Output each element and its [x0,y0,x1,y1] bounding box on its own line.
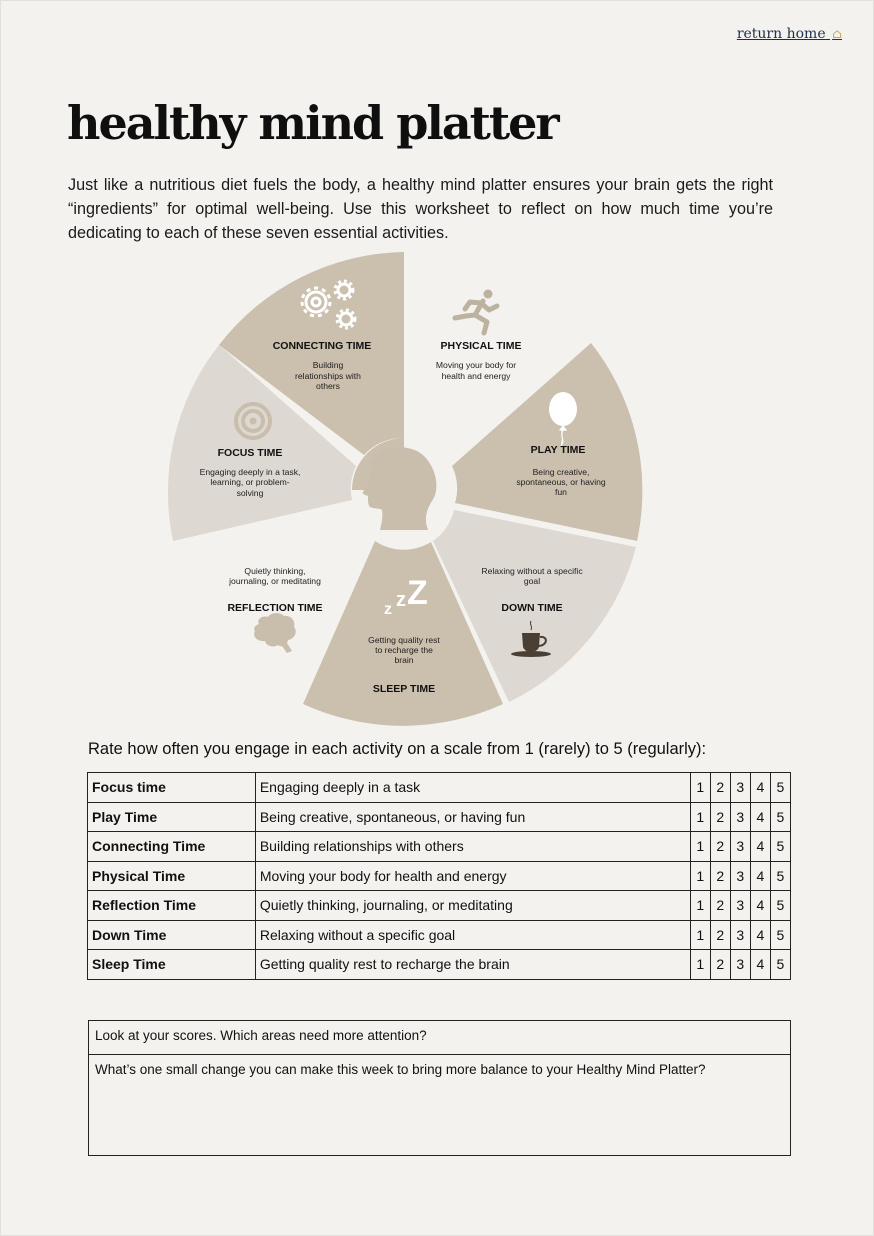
rating-option-1[interactable]: 1 [690,802,710,832]
rating-option-5[interactable]: 5 [770,950,790,980]
connecting-desc-3: others [316,381,340,391]
play-title: PLAY TIME [530,444,586,456]
play-desc-2: spontaneous, or having [516,477,606,487]
svg-text:z: z [396,589,406,611]
house-icon: ⌂ [832,27,842,42]
table-row [88,773,791,803]
focus-desc-1: Engaging deeply in a task, [199,467,301,477]
sleep-desc-3: brain [394,655,414,665]
table-row [88,861,791,891]
activity-name: Reflection Time [88,891,256,921]
mind-platter-wheel [130,248,690,728]
play-desc-3: fun [555,487,567,497]
rating-option-1[interactable]: 1 [690,950,710,980]
activity-description: Relaxing without a specific goal [255,920,690,950]
brain-icon [254,613,296,653]
return-home-link[interactable] [737,26,842,42]
reflection-title: REFLECTION TIME [227,602,323,614]
rating-option-5[interactable]: 5 [770,920,790,950]
down-title: DOWN TIME [501,602,563,614]
rating-option-4[interactable]: 4 [750,950,770,980]
rating-option-2[interactable]: 2 [710,861,730,891]
activity-name: Connecting Time [88,832,256,862]
rating-option-4[interactable]: 4 [750,832,770,862]
target-icon [236,404,270,438]
rating-option-1[interactable]: 1 [690,920,710,950]
physical-desc-2: health and energy [441,371,511,381]
rating-option-5[interactable]: 5 [770,891,790,921]
play-desc-1: Being creative, [532,467,590,477]
activity-description: Building relationships with others [255,832,690,862]
activity-name: Down Time [88,920,256,950]
rating-option-1[interactable]: 1 [690,773,710,803]
activity-name: Sleep Time [88,950,256,980]
rating-option-5[interactable]: 5 [770,832,790,862]
rating-option-4[interactable]: 4 [750,802,770,832]
activity-description: Engaging deeply in a task [255,773,690,803]
rating-option-3[interactable]: 3 [730,920,750,950]
activity-name: Play Time [88,802,256,832]
rating-option-3[interactable]: 3 [730,950,750,980]
connecting-desc-2: relationships with [295,371,361,381]
rating-option-3[interactable]: 3 [730,802,750,832]
sleep-desc-1: Getting quality rest [368,635,440,645]
rating-option-4[interactable]: 4 [750,861,770,891]
rating-option-2[interactable]: 2 [710,802,730,832]
rating-prompt: Rate how often you engage in each activity on a scale from 1 (rarely) to 5 (regularly): [88,740,707,758]
rating-option-3[interactable]: 3 [730,832,750,862]
table-row [88,950,791,980]
page-title: healthy mind platter [67,96,558,150]
reflection-question-2[interactable]: What’s one small change you can make this week to bring more balance to your Healthy Mind Platter? [95,1062,706,1077]
rating-option-5[interactable]: 5 [770,802,790,832]
connecting-title: CONNECTING TIME [272,340,372,352]
reflection-desc-1: Quietly thinking, [244,566,306,576]
rating-option-3[interactable]: 3 [730,891,750,921]
return-home-label: return home [736,26,826,42]
rating-option-4[interactable]: 4 [750,773,770,803]
rating-option-2[interactable]: 2 [710,920,730,950]
rating-option-2[interactable]: 2 [710,891,730,921]
table-row [88,802,791,832]
intro-paragraph: Just like a nutritious diet fuels the body, a healthy mind platter ensures your brain gets the right “ingredients” for optimal well-being. Use this worksheet to reflect on how much time you’re dedicating to each of these seven essential activities. [68,176,773,242]
rating-option-5[interactable]: 5 [770,861,790,891]
down-desc-2: goal [523,576,541,586]
sleep-title: SLEEP TIME [372,683,436,695]
reflection-question-1[interactable]: Look at your scores. Which areas need more attention? [89,1021,790,1055]
activity-description: Being creative, spontaneous, or having fun [255,802,690,832]
rating-option-3[interactable]: 3 [730,773,750,803]
table-row [88,832,791,862]
activity-name: Physical Time [88,861,256,891]
table-row [88,891,791,921]
rating-table [87,772,791,980]
down-desc-1: Relaxing without a specific [481,566,583,576]
rating-option-3[interactable]: 3 [730,861,750,891]
rating-option-5[interactable]: 5 [770,773,790,803]
reflection-box [88,1020,791,1156]
table-row [88,920,791,950]
svg-text:Z: Z [407,574,428,612]
running-person-icon [455,290,497,334]
connecting-desc-1: Building [312,360,344,370]
focus-title: FOCUS TIME [217,447,283,459]
activity-description: Getting quality rest to recharge the brain [255,950,690,980]
rating-option-1[interactable]: 1 [690,832,710,862]
reflection-desc-2: journaling, or meditating [229,576,321,586]
rating-option-4[interactable]: 4 [750,891,770,921]
activity-description: Quietly thinking, journaling, or meditating [255,891,690,921]
sleep-desc-2: to recharge the [375,645,433,655]
physical-title: PHYSICAL TIME [440,340,522,352]
physical-desc-1: Moving your body for [435,360,517,370]
rating-option-2[interactable]: 2 [710,950,730,980]
activity-description: Moving your body for health and energy [255,861,690,891]
rating-option-2[interactable]: 2 [710,773,730,803]
focus-desc-3: solving [236,488,264,498]
rating-option-4[interactable]: 4 [750,920,770,950]
svg-text:z: z [384,601,392,618]
rating-option-1[interactable]: 1 [690,891,710,921]
activity-name: Focus time [88,773,256,803]
rating-option-1[interactable]: 1 [690,861,710,891]
rating-option-2[interactable]: 2 [710,832,730,862]
focus-desc-2: learning, or problem- [210,477,290,487]
